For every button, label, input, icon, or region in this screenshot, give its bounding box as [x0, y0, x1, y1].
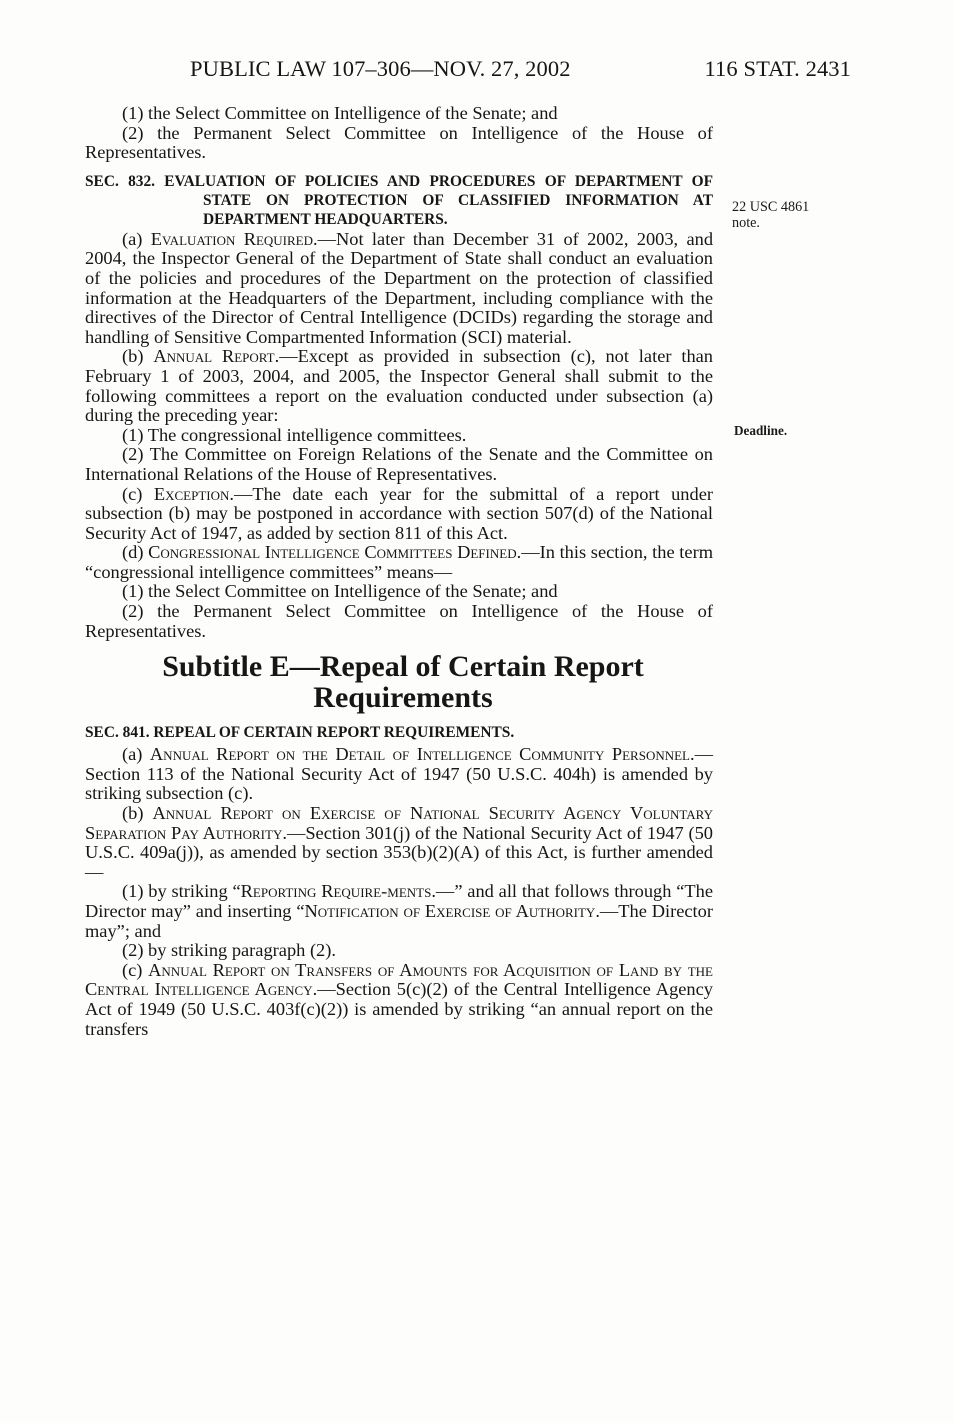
- repeal-c-heading: Annual Report on Transfers of Amounts for Acquisition of Land by the Central Intelligence Agency: [85, 959, 713, 1000]
- paragraph-b1: (1) The congressional intelligence committees.: [122, 424, 467, 445]
- repeal-b1-post: .—The Director may”; and: [85, 901, 713, 941]
- subsection-a: [85, 230, 713, 348]
- repeal-subsection-a: [85, 745, 713, 804]
- margin-note-deadline: Deadline.: [734, 423, 788, 438]
- repeal-b-label: (b): [122, 803, 153, 824]
- repeal-b-text: .—Section 301(j) of the National Security Act of 1947 (50 U.S.C. 409a(j)), as amended by section 353(b)(2)(A) of this Act, is further amended—: [85, 822, 714, 882]
- repeal-a-text: .—Section 113 of the National Security Act of 1947 (50 U.S.C. 404h) is amended by striking subsection (c).: [85, 744, 713, 804]
- repeal-b-heading: Annual Report on Exercise of National Security Agency Voluntary Separation Pay Authority: [85, 803, 713, 843]
- section-832-heading: [85, 172, 713, 229]
- repeal-subsection-c: [85, 961, 713, 1039]
- paragraph-senate-committee: (1) the Select Committee on Intelligence of the Senate; and: [122, 103, 558, 123]
- header-citation: PUBLIC LAW 107–306—NOV. 27, 2002: [190, 56, 571, 81]
- section-832-label: SEC. 832.: [85, 172, 155, 190]
- section-841-heading: SEC. 841. REPEAL OF CERTAIN REPORT REQUIREMENTS.: [85, 724, 515, 742]
- subsection-c: [85, 485, 713, 544]
- subsection-c-text: .—The date each year for the submittal of a report under subsection (b) may be postponed in accordance with section 507(d) of the National Security Act of 1947, as added by section 811 of this Act.: [85, 483, 713, 543]
- repeal-c-label: (c): [122, 959, 149, 980]
- subsection-b-heading: Annual Report: [153, 346, 275, 367]
- subsection-d-label: (d): [122, 542, 149, 563]
- subtitle-line2: Requirements: [313, 681, 493, 715]
- document-body: [85, 104, 713, 1039]
- subsection-d: [85, 543, 713, 582]
- paragraph-d2: (2) the Permanent Select Committee on Intelligence of the House of Representatives.: [85, 601, 713, 641]
- running-header: [178, 56, 851, 88]
- paragraph-house-committee: (2) the Permanent Select Committee on Intelligence of the House of Representatives.: [85, 122, 713, 163]
- subsection-c-label: (c): [122, 483, 154, 504]
- subsection-a-label: (a): [122, 228, 151, 249]
- subsection-c-heading: Exception: [153, 483, 230, 504]
- margin-note-usc: [732, 200, 809, 231]
- repeal-b1-smallcaps-1: Reporting Require-ments: [240, 881, 432, 902]
- repeal-b-paragraph-2: (2) by striking paragraph (2).: [122, 940, 336, 961]
- margin-note-usc-line2: note.: [732, 214, 760, 231]
- subsection-b: [85, 347, 713, 425]
- subtitle-line1: Subtitle E—Repeal of Certain Report: [162, 650, 644, 684]
- repeal-b1-pre: (1) by striking “: [122, 881, 241, 902]
- header-page-number: 116 STAT. 2431: [704, 56, 851, 81]
- section-832-title: EVALUATION OF POLICIES AND PROCEDURES OF DEPARTMENT OF STATE ON PROTECTION OF CLASSIFIED INFORMATION AT DEPARTMENT HEADQUARTERS.: [164, 172, 713, 228]
- margin-note-usc-line1: 22 USC 4861: [732, 199, 810, 215]
- subsection-b-label: (b): [122, 346, 154, 367]
- subsection-d-text: .—In this section, the term “congressional intelligence committees” means—: [85, 542, 713, 582]
- repeal-subsection-b: [85, 804, 713, 882]
- repeal-b1-mid: .—” and all that follows through “The Director may” and inserting “: [85, 881, 713, 921]
- repeal-b1-smallcaps-2: Notification of Exercise of Authority: [304, 901, 596, 921]
- subsection-d-heading: Congressional Intelligence Committees Defined: [148, 542, 517, 563]
- subtitle-heading: [85, 651, 713, 713]
- repeal-a-heading: Annual Report on the Detail of Intelligence Community Personnel: [149, 744, 690, 765]
- repeal-b-paragraph-1: [48, 882, 713, 941]
- repeal-c-text: .—Section 5(c)(2) of the Central Intelligence Agency Act of 1949 (50 U.S.C. 403f(c)(2)) is amended by striking “an annual report on the transfers: [85, 979, 713, 1039]
- paragraph-b2: (2) The Committee on Foreign Relations of the Senate and the Committee on International Relations of the House of Representatives.: [85, 444, 713, 484]
- repeal-a-label: (a): [122, 744, 150, 765]
- subsection-a-heading: Evaluation Required: [150, 228, 314, 249]
- subsection-b-text: .—Except as provided in subsection (c), not later than February 1 of 2003, 2004, and 2005, the Inspector General shall submit to the following committees a report on the evaluation conducted under subsection (a) during the preceding year:: [85, 346, 714, 426]
- paragraph-d1: (1) the Select Committee on Intelligence of the Senate; and: [122, 581, 558, 602]
- subsection-a-text: .—Not later than December 31 of 2002, 2003, and 2004, the Inspector General of the Department of State shall conduct an evaluation of the policies and procedures of the Department on the protection of classified information at the Headquarters of the Department, including compliance with the directives of the Director of Central Intelligence (DCIDs) regarding the storage and handling of Sensitive Compartmented Information (SCI) material.: [85, 228, 714, 347]
